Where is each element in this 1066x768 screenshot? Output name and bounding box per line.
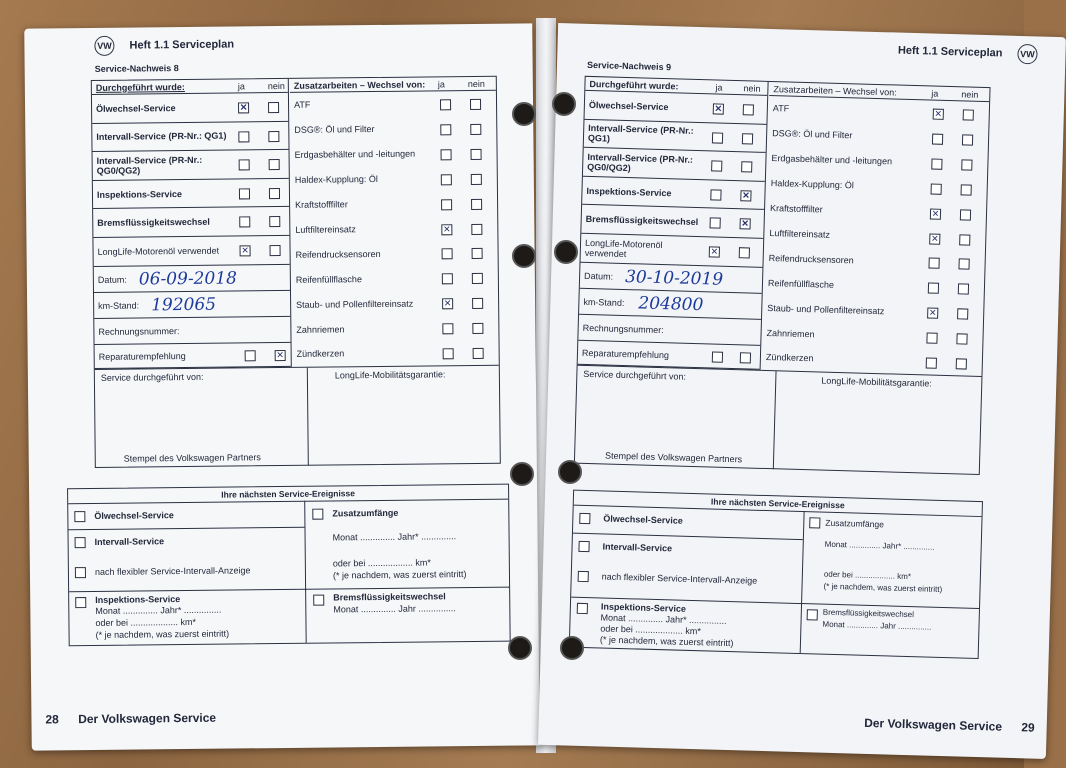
zusatz-checkbox[interactable] <box>312 509 323 520</box>
next-events-box <box>67 484 511 647</box>
service-ja-checkbox[interactable] <box>239 188 250 199</box>
insp-je: (* je nachdem, was zuerst eintritt) <box>95 628 230 640</box>
nachweis-title: Service-Nachweis 9 <box>586 59 672 73</box>
binder-hole <box>560 636 584 660</box>
oel-checkbox[interactable] <box>74 511 85 522</box>
vw-logo-icon: VW <box>1017 44 1038 65</box>
zusatz-label: Staub- und Pollenfiltereinsatz <box>296 298 414 310</box>
page-number: 28 <box>45 712 59 727</box>
zusatz-label: Zusatzumfänge <box>332 507 399 519</box>
ja-label: ja <box>715 81 723 93</box>
service-ja-checkbox[interactable] <box>710 189 721 200</box>
page-header <box>94 32 512 60</box>
oel-checkbox[interactable] <box>579 513 590 524</box>
stamp-area <box>95 365 500 468</box>
footer-title: Der Volkswagen Service <box>78 710 217 727</box>
zusatz-label: Haldex-Kupplung: Öl <box>294 174 378 185</box>
service-nein-checkbox[interactable] <box>742 133 753 144</box>
zusatz-ja-checkbox[interactable] <box>928 258 939 269</box>
right-page <box>538 23 1066 759</box>
brems-block <box>305 587 510 643</box>
service-label: Bremsflüssigkeitswechsel <box>97 216 210 229</box>
zusatz-row <box>293 340 499 367</box>
datum-label: Datum: <box>97 274 127 285</box>
zusatz-ja-checkbox[interactable] <box>926 333 937 344</box>
brems-block <box>800 603 979 658</box>
service-by-box <box>95 368 309 468</box>
zusatz-label: Reifenfüllflasche <box>295 273 362 285</box>
zusatz-ja-checkbox[interactable] <box>442 323 453 334</box>
zusatz-nein-checkbox[interactable] <box>958 284 969 295</box>
intervall-label: Intervall-Service <box>602 541 673 554</box>
zusatz-label: Reifenfüllflasche <box>767 277 835 290</box>
insp-label: Inspektions-Service <box>600 601 687 614</box>
service-nein-checkbox[interactable]: ✕ <box>741 218 750 229</box>
footer <box>864 716 1035 735</box>
next-left-block <box>571 505 805 604</box>
service-row <box>93 207 289 238</box>
service-label: Ölwechsel-Service <box>588 99 669 112</box>
zusatz-nein-checkbox[interactable] <box>473 348 484 359</box>
zusatz-ja-checkbox[interactable]: ✕ <box>443 223 451 234</box>
zusatz-label: Erdgasbehälter und -leitungen <box>771 153 893 167</box>
datum-value: 06-09-2018 <box>138 267 237 289</box>
brems-monat: Monat .............. Jahr ............... <box>333 603 456 615</box>
intervall-checkbox[interactable] <box>75 537 86 548</box>
zusatz-label: Zahnriemen <box>766 327 815 339</box>
insp-monat: Monat .............. Jahr* ............... <box>95 604 222 616</box>
zusatz-ja-checkbox[interactable] <box>441 199 452 210</box>
zusatz-nein-checkbox[interactable] <box>956 333 967 344</box>
service-ja-checkbox[interactable] <box>239 160 250 171</box>
vw-logo-icon: VW <box>94 36 114 56</box>
insp-label: Inspektions-Service <box>95 594 181 605</box>
service-nein-checkbox[interactable] <box>269 216 280 227</box>
intervall-label: Intervall-Service <box>94 536 165 547</box>
zusatz-nein-checkbox[interactable] <box>956 358 967 369</box>
next-left-block <box>68 501 306 592</box>
zusatz-ja-checkbox[interactable]: ✕ <box>931 208 940 219</box>
zusatz-ja-checkbox[interactable] <box>443 348 454 359</box>
zusatz-label: Reifendrucksensoren <box>295 248 381 260</box>
reparatur-label: Reparaturempfehlung <box>98 350 186 362</box>
km-label: km-Stand: <box>98 299 140 311</box>
done-header: Durchgeführt wurde: <box>589 78 679 91</box>
zusatz-label: Haldex-Kupplung: Öl <box>770 178 854 191</box>
insp-oder: oder bei ................... km* <box>95 616 197 628</box>
stamp-area <box>575 365 982 475</box>
zusatz-ja-checkbox[interactable] <box>931 158 942 169</box>
zusatz-header: Zusatzarbeiten – Wechsel von: <box>773 83 897 98</box>
km-value: 204800 <box>638 292 704 315</box>
service-nein-checkbox[interactable] <box>270 245 281 256</box>
left-page <box>24 23 540 750</box>
oel-label: Ölwechsel-Service <box>94 510 174 521</box>
zusatz-row <box>291 190 497 217</box>
service-ja-checkbox[interactable]: ✕ <box>241 245 249 256</box>
zusatz-label: ATF <box>293 100 311 111</box>
service-label: Inspektions-Service <box>586 185 672 198</box>
footer <box>45 711 216 727</box>
stempel-label: Stempel des Volkswagen Partners <box>604 450 743 465</box>
zusatz-nein-checkbox[interactable] <box>471 174 482 185</box>
service-row <box>92 122 288 153</box>
nein-label: nein <box>743 82 761 94</box>
km-row <box>94 291 290 319</box>
service-ja-checkbox[interactable] <box>239 217 250 228</box>
nein-label: nein <box>267 80 285 91</box>
insp-block <box>69 589 307 645</box>
service-record-grid <box>574 76 991 475</box>
service-label: Ölwechsel-Service <box>96 102 176 114</box>
service-label: LongLife-Motorenöl verwendet <box>97 245 220 257</box>
brems-checkbox[interactable] <box>313 595 324 606</box>
zusatz-ja-checkbox[interactable]: ✕ <box>934 108 943 119</box>
ja-label: ja <box>437 78 445 89</box>
service-nein-checkbox[interactable] <box>743 104 754 115</box>
insp-je: (* je nachdem, was zuerst eintritt) <box>599 634 734 649</box>
zusatz-ja-checkbox[interactable] <box>932 133 943 144</box>
zusatz-nein-checkbox[interactable] <box>470 124 481 135</box>
stempel-label: Stempel des Volkswagen Partners <box>123 452 261 464</box>
intervall-checkbox[interactable] <box>578 541 589 552</box>
zusatz-ja-checkbox[interactable]: ✕ <box>928 307 937 318</box>
service-label: Intervall-Service (PR-Nr.: QG1) <box>587 123 694 144</box>
zusatz-checkbox[interactable] <box>809 517 820 528</box>
reparatur-ja-checkbox[interactable] <box>712 351 723 362</box>
zusatz-row <box>292 265 498 292</box>
rechnung-row <box>94 317 290 345</box>
zusatz-label: Luftfiltereinsatz <box>769 227 831 240</box>
service-by-label: Service durchgeführt von: <box>583 368 687 382</box>
insp-block <box>570 597 802 653</box>
zusatz-ja-checkbox[interactable] <box>442 274 453 285</box>
zusatz-label: Reifendrucksensoren <box>768 252 854 266</box>
service-record-grid <box>91 76 501 468</box>
zusatz-nein-checkbox[interactable] <box>471 223 482 234</box>
zusatz-label: Zündkerzen <box>765 352 814 364</box>
zusatz-nein-checkbox[interactable] <box>472 323 483 334</box>
service-by-box <box>575 366 777 470</box>
zusatz-label: Zahnriemen <box>296 323 345 335</box>
service-label: Intervall-Service (PR-Nr.: QG0/QG2) <box>96 154 203 176</box>
zusatz-label: Zündkerzen <box>296 348 345 360</box>
km-label: km-Stand: <box>583 296 625 308</box>
service-nein-checkbox[interactable] <box>268 131 279 142</box>
next-events-title: Ihre nächsten Service-Ereignisse <box>68 485 508 505</box>
service-label: Intervall-Service (PR-Nr.: QG1) <box>96 130 227 143</box>
service-label: Intervall-Service (PR-Nr.: QG0/QG2) <box>587 151 694 174</box>
binder-hole <box>512 244 536 268</box>
ja-label: ja <box>931 87 939 99</box>
divider <box>573 533 803 540</box>
zusatz-row <box>291 165 497 192</box>
datum-row <box>94 265 290 293</box>
insp-oder: oder bei ................... km* <box>600 623 701 637</box>
zusatz-nein-checkbox[interactable] <box>962 134 973 145</box>
service-nein-checkbox[interactable] <box>741 161 752 172</box>
nein-label: nein <box>961 88 979 100</box>
service-row <box>581 234 764 268</box>
insp-checkbox[interactable] <box>75 597 86 608</box>
reparatur-label: Reparaturempfehlung <box>581 347 670 360</box>
zusatz-nein-checkbox[interactable] <box>963 109 974 120</box>
reparatur-nein-checkbox[interactable] <box>740 352 751 363</box>
zusatz-nein-checkbox[interactable] <box>961 159 972 170</box>
zusatz-row <box>290 116 496 143</box>
zusatz-label: DSG®: Öl und Filter <box>294 124 375 136</box>
zusatz-label: Staub- und Pollenfiltereinsatz <box>767 302 885 316</box>
next-events-title: Ihre nächsten Service-Ereignisse <box>574 491 982 517</box>
ja-label: ja <box>237 80 245 91</box>
service-row <box>93 179 289 210</box>
garantie-label: LongLife-Mobilitätsgarantie: <box>821 375 932 389</box>
binder-hole <box>552 92 576 116</box>
binder-hole <box>510 462 534 486</box>
binder-hole <box>554 240 578 264</box>
zusatz-label: Kraftstofffilter <box>295 199 348 210</box>
zusatz-nein-checkbox[interactable] <box>472 273 483 284</box>
rechnung-label: Rechnungsnummer: <box>98 325 180 337</box>
zusatz-ja-checkbox[interactable] <box>926 357 937 368</box>
zusatz-monat: Monat .............. Jahr* .............. <box>824 539 935 552</box>
zusatz-oder: oder bei .................. km* <box>332 557 431 569</box>
service-by-label: Service durchgeführt von: <box>100 371 204 383</box>
reparatur-row <box>95 343 291 369</box>
brems-monat: Monat .............. Jahr ............... <box>822 619 932 632</box>
zusatz-row <box>292 315 498 342</box>
reparatur-ja-checkbox[interactable] <box>245 350 256 361</box>
service-ja-checkbox[interactable] <box>238 131 249 142</box>
service-ja-checkbox[interactable] <box>709 218 720 229</box>
zusatz-row <box>290 141 496 168</box>
zusatz-row <box>291 240 497 267</box>
zusatz-label: DSG®: Öl und Filter <box>772 128 853 141</box>
zusatz-header: Zusatzarbeiten – Wechsel von: <box>293 78 426 91</box>
zusatz-ja-checkbox[interactable] <box>931 183 942 194</box>
zusatz-nein-checkbox[interactable] <box>472 298 483 309</box>
service-ja-checkbox[interactable]: ✕ <box>239 102 248 113</box>
zusatz-oder: oder bei .................. km* <box>823 569 912 582</box>
flex-label: nach flexibler Service-Intervall-Anzeige <box>601 571 758 586</box>
zusatz-ja-checkbox[interactable]: ✕ <box>443 298 452 309</box>
zusatz-je: (* je nachdem, was zuerst eintritt) <box>823 581 943 594</box>
service-nein-checkbox[interactable]: ✕ <box>742 190 750 201</box>
next-events-box <box>569 490 983 659</box>
zusatz-label: Zusatzumfänge <box>825 517 885 530</box>
service-row <box>92 93 288 124</box>
brems-checkbox[interactable] <box>807 609 818 620</box>
service-ja-checkbox[interactable]: ✕ <box>714 103 723 114</box>
service-ja-checkbox[interactable]: ✕ <box>710 246 719 257</box>
datum-value: 30-10-2019 <box>624 266 724 290</box>
binder-hole <box>558 460 582 484</box>
service-nein-checkbox[interactable] <box>269 188 280 199</box>
rechnung-label: Rechnungsnummer: <box>582 322 664 335</box>
zusatz-row <box>292 290 498 317</box>
footer-title: Der Volkswagen Service <box>864 715 1003 734</box>
service-nein-checkbox[interactable] <box>269 159 280 170</box>
zusatz-nein-checkbox[interactable] <box>471 198 482 209</box>
brems-label: Bremsflüssigkeitswechsel <box>822 607 915 620</box>
flex-checkbox[interactable] <box>75 567 86 578</box>
zusatz-nein-checkbox[interactable] <box>471 149 482 160</box>
datum-label: Datum: <box>584 270 614 282</box>
zusatz-nein-checkbox[interactable] <box>958 259 969 270</box>
flex-label: nach flexibler Service-Intervall-Anzeige <box>94 565 251 577</box>
zusatz-monat: Monat .............. Jahr* .............. <box>332 531 457 543</box>
zusatz-label: Luftfiltereinsatz <box>295 224 356 235</box>
divider <box>68 527 304 530</box>
service-ja-checkbox[interactable] <box>711 161 722 172</box>
zusatz-ja-checkbox[interactable] <box>440 124 451 135</box>
header-title: Heft 1.1 Serviceplan <box>897 44 1003 60</box>
zusatz-ja-checkbox[interactable] <box>928 283 939 294</box>
page-number: 29 <box>1021 720 1035 735</box>
next-right-block <box>801 511 982 609</box>
zusatz-ja-checkbox[interactable] <box>442 249 453 260</box>
done-header: Durchgeführt wurde: <box>95 81 185 93</box>
zusatz-label: ATF <box>772 103 790 114</box>
zusatz-label: Erdgasbehälter und -leitungen <box>294 148 416 161</box>
zusatz-nein-checkbox[interactable] <box>472 248 483 259</box>
service-row <box>93 150 289 181</box>
service-label: Bremsflüssigkeitswechsel <box>585 214 699 228</box>
service-nein-checkbox[interactable] <box>739 247 750 258</box>
zusatz-row <box>290 91 496 118</box>
zusatz-ja-checkbox[interactable] <box>440 99 451 110</box>
nachweis-title: Service-Nachweis 8 <box>94 63 179 74</box>
zusatz-ja-checkbox[interactable] <box>441 174 452 185</box>
zusatz-row <box>291 215 497 242</box>
flex-checkbox[interactable] <box>578 571 589 582</box>
insp-checkbox[interactable] <box>577 603 588 614</box>
service-label: LongLife-Motorenöl verwendet <box>584 237 663 259</box>
zusatz-nein-checkbox[interactable] <box>957 308 968 319</box>
zusatz-nein-checkbox[interactable] <box>470 99 481 110</box>
zusatz-nein-checkbox[interactable] <box>961 184 972 195</box>
zusatz-nein-checkbox[interactable] <box>959 234 970 245</box>
reparatur-nein-checkbox[interactable]: ✕ <box>276 349 284 361</box>
oel-label: Ölwechsel-Service <box>603 513 684 526</box>
service-label: Inspektions-Service <box>96 188 183 200</box>
insp-monat: Monat .............. Jahr* ............... <box>600 612 727 626</box>
binder-hole <box>508 636 532 660</box>
service-nein-checkbox[interactable] <box>268 102 279 113</box>
service-row <box>93 236 289 267</box>
zusatz-ja-checkbox[interactable]: ✕ <box>930 233 939 244</box>
brems-label: Bremsflüssigkeitswechsel <box>333 591 446 603</box>
next-right-block <box>304 499 509 590</box>
km-value: 192065 <box>151 294 217 315</box>
garantie-label: LongLife-Mobilitätsgarantie: <box>334 369 446 381</box>
service-ja-checkbox[interactable] <box>712 132 723 143</box>
binder-hole <box>512 102 536 126</box>
zusatz-nein-checkbox[interactable] <box>960 209 971 220</box>
zusatz-je: (* je nachdem, was zuerst eintritt) <box>332 569 467 581</box>
zusatz-label: Kraftstofffilter <box>769 203 823 215</box>
zusatz-ja-checkbox[interactable] <box>441 149 452 160</box>
header-title: Heft 1.1 Serviceplan <box>129 38 235 52</box>
nein-label: nein <box>467 78 485 89</box>
